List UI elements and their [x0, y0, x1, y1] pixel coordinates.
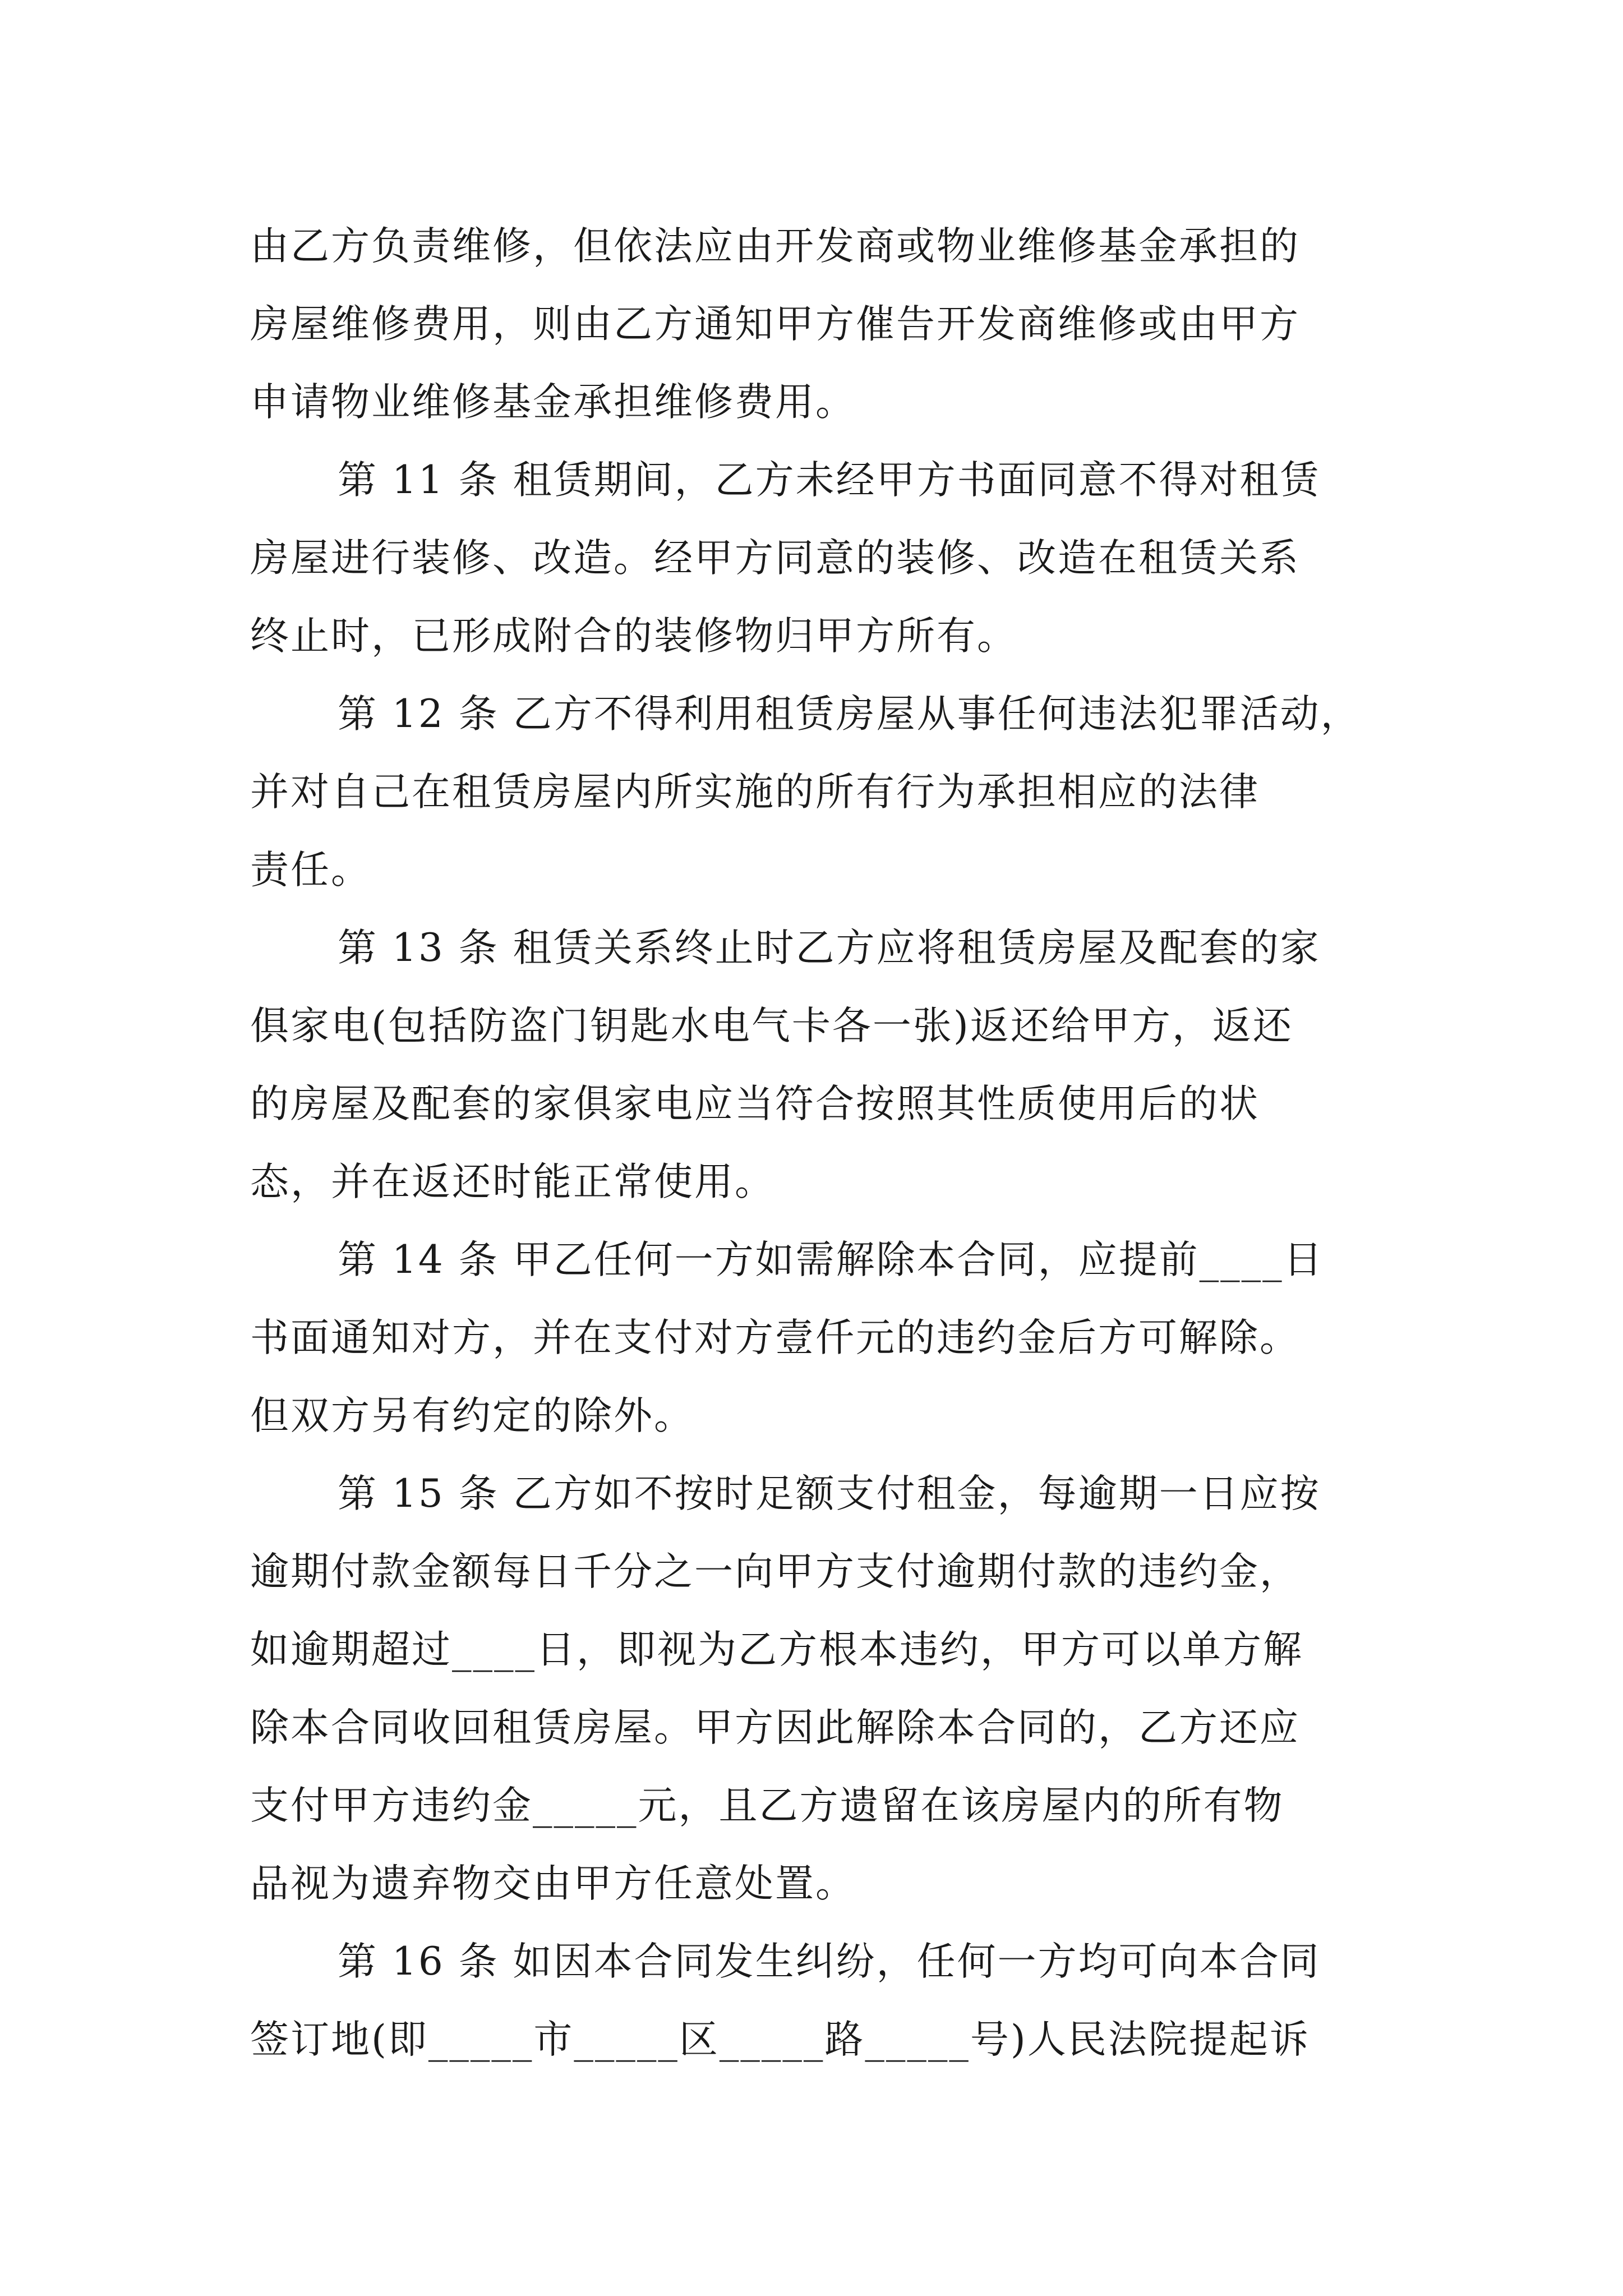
text-line: 房屋维修费用，则由乙方通知甲方催告开发商维修或由甲方 [250, 302, 1300, 347]
text-line: 品视为遗弃物交由甲方任意处置。 [250, 1861, 856, 1906]
paragraph-clause-14 [250, 1221, 1394, 1455]
clause-heading-line: 第 15 条 乙方如不按时足额支付租金，每逾期一日应按 [338, 1471, 1321, 1516]
clause-heading-line: 第 16 条 如因本合同发生纠纷，任何一方均可向本合同 [338, 1939, 1321, 1984]
clause-heading-line: 第 12 条 乙方不得利用租赁房屋从事任何违法犯罪活动， [338, 692, 1361, 737]
text-line: 并对自己在租赁房屋内所实施的所有行为承担相应的法律 [250, 770, 1260, 815]
paragraph-clause-13 [250, 909, 1394, 1221]
text-line: 态，并在返还时能正常使用。 [250, 1159, 775, 1204]
text-line: 逾期付款金额每日千分之一向甲方支付逾期付款的违约金， [250, 1549, 1300, 1594]
clause-heading-line: 第 13 条 租赁关系终止时乙方应将租赁房屋及配套的家 [338, 926, 1321, 970]
text-line: 俱家电(包括防盗门钥匙水电气卡各一张)返还给甲方，返还 [250, 1004, 1293, 1048]
text-line: 终止时，已形成附合的装修物归甲方所有。 [250, 614, 1017, 659]
paragraph-clause-12 [250, 675, 1394, 909]
text-line: 如逾期超过____日，即视为乙方根本违约，甲方可以单方解 [250, 1627, 1303, 1672]
paragraph-clause-11 [250, 441, 1394, 675]
clause-heading-line: 第 11 条 租赁期间，乙方未经甲方书面同意不得对租赁 [338, 458, 1321, 503]
text-line: 支付甲方违约金_____元，且乙方遗留在该房屋内的所有物 [250, 1783, 1284, 1828]
text-line: 书面通知对方，并在支付对方壹仟元的违约金后方可解除。 [250, 1315, 1300, 1360]
clause-heading-line: 第 14 条 甲乙任何一方如需解除本合同，应提前____日 [338, 1237, 1324, 1282]
text-line: 由乙方负责维修，但依法应由开发商或物业维修基金承担的 [250, 224, 1300, 269]
text-line: 的房屋及配套的家俱家电应当符合按照其性质使用后的状 [250, 1082, 1260, 1126]
text-line: 申请物业维修基金承担维修费用。 [250, 380, 856, 425]
text-line: 责任。 [250, 848, 371, 892]
text-line: 除本合同收回租赁房屋。甲方因此解除本合同的，乙方还应 [250, 1705, 1300, 1750]
paragraph-clause-15 [250, 1455, 1394, 1923]
paragraph-clause-10-continuation [250, 208, 1394, 441]
text-line: 房屋进行装修、改造。经甲方同意的装修、改造在租赁关系 [250, 536, 1300, 581]
text-line: 但双方另有约定的除外。 [250, 1393, 694, 1438]
text-line: 签订地(即_____市_____区_____路_____号)人民法院提起诉 [250, 2017, 1310, 2062]
contract-text [250, 208, 1394, 2079]
paragraph-clause-16 [250, 1923, 1394, 2079]
